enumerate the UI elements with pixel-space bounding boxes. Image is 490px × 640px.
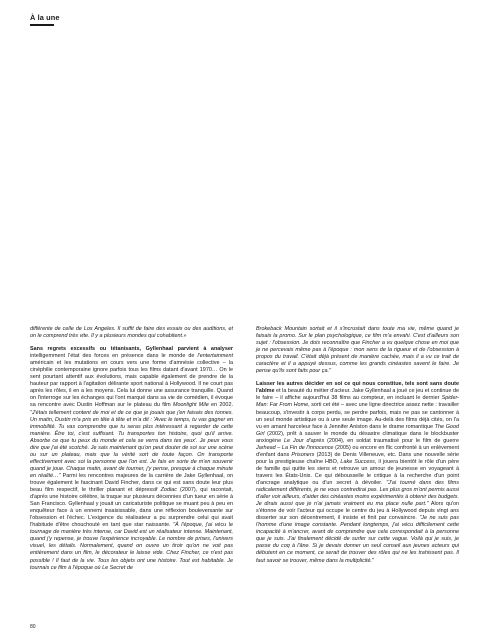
italic-text: Le Jour d'après [284,437,325,444]
paragraph [256,381,459,564]
italic-text: Prisoners [291,451,315,458]
body-text: en 2002. [208,402,233,409]
body-text: , sorti cet été – avec une ligne directrice assez nette : travailler beaucoup, s'investir à corps perdu, se perdre parfois, mais ne pas se cantonner à un seul monde artistique ou à une seule image. Au-delà des films déjà cités, on l'a vu en amant harceleur face à Jennifer Aniston dans le drame romantique [256,402,459,430]
italic-text: différente de celle de Los Angeles. Il suffit de faire des essais ou des auditions, et on le comprend très vite. Il y a plusieurs mondes qui cohabitent. [30,326,233,340]
italic-text: Zodiac [160,487,177,494]
section-header [30,13,60,26]
italic-text: "Je ne suis pas l'homme d'une image constante. Pendant longtemps, j'ai vécu difficilement cette incapacité à m'ancrer, avant de comprendre que cela correspondait à la personne que je suis. J'ai finalement décidé de surfer sur cette vague. Voilà qui je suis, je passe du coq à l'âne. Si je devais donner un seul conseil aux jeunes acteurs qui débutent en ce moment, ce serait de trouver des rôles qui ne les trahissent pas. Il faut savoir se trouver, même dans la multiplicité." [256,515,459,564]
paragraph [30,346,233,572]
body-text: , il jouera bientôt le rôle d'un père de famille qui quitte les siens et retrouve un amour de jeunesse en voyageant à travers les États-Unis. Ce qui débousselle le critique à la recherche d'un point d'ancrage analytique ou d'un secret à dévoiler. [256,458,459,486]
body-text: » [183,333,187,340]
left-column [30,326,233,578]
body-text: (2004), en soldat traumatisé pour le film de guerre [324,437,460,444]
body-text: américain et les mutations en cours vers une forme d'amnésie collective – la cinéphilie contemporaine ignore parfois tous les films datant d'avant 1970… On le sent pourtant attentif aux évolutions, mais capable également de prendre de la hauteur par rapport à l'agitation délirante sport national à Hollywood. Il ne court pas après les rôles, il en a les moyens. Cela lui donne une assurance tranquille. Quand on l'interroge sur les échanges qui l'ont marqué dans sa vie de comédien, il évoque sa rencontre avec Dustin Hoffman sur le plateau du film [30,360,233,409]
italic-text: Lake Success [340,458,375,465]
body-text: Parmi les rencontres majeures de la carrière de Jake Gyllenhaal, on trouve également le fascinant David Fincher, dans ce qui est sans doute leur plus beau film respectif, le thriller planant et dépressif [30,472,233,494]
right-column [256,326,459,571]
italic-text: "J'étais tellement content de moi et de ce que je jouais que j'en faisais des tonnes. Un matin, Dustin m'a pris en tête à tête et m'a dit : 'Avec le temps, tu vas gagner en immobilité. Tu vas comprendre que tu seras plus intéressant à regarder de cette manière. Être toi, c'est suffisant. Tu transportes ton histoire, quoi qu'il arrive. Absorbe ce que tu peux du monde et cela se verra dans tes yeux'. Je peux vous dire que j'ai été scotché. Je sais maintenant qu'on peut douter de soi sur une scène ou sur un plateau, mais que la vérité sort de toute façon. On transporte effectivement avec soi la personne que l'on est. Je fais en sorte de m'en souvenir quand je joue. Chaque matin, avant de tourner, j'y pense, presque à chaque minute en réalité…" [30,409,233,479]
page-number: 80 [30,624,36,630]
italic-text: l'entertainment [197,353,233,360]
body-text: et la beauté du métier d'acteur. Jake Gyllenhaal a joué ce jeu et continue de le faire – il affiche aujourd'hui 38 films au compteur, en incluant le dernier [256,388,459,402]
italic-text: "J'ai tourné dans des films radicalement différents, je ne vous contredirai pas. Les plus gros m'ont permis aussi d'aller voir ailleurs, d'aider des cinéastes moins expérimentés à obtenir des budgets. Je dirais aussi que je n'ai jamais vraiment eu ma place nulle part." [256,479,459,508]
italic-text: Spider-Man: Far From Home [256,395,459,409]
paragraph [256,326,459,375]
italic-text: "À l'époque, j'ai vécu le tournage de manière très intense, car David est un réalisateur intense. Maintenant, quand j'y repense, je trouve l'expérience incroyable. Le nombre de prises, l'univers visuel, les détails. Normalement, quand on ouvre un tiroir qu'on ne voit pas entièrement dans un film, le décorateur le laisse vide. Chez Fincher, ce n'est pas possible ! Il faut de la vie. Tous les objets ont une histoire. Tout est habitable. Je tournais ce film à l'époque où Le Secret de [30,522,233,571]
lead-in-text: Laisser les autres décider en soi ce qui nous constitue, tels sont sans doute l'abîme [256,381,459,395]
section-rule [30,24,54,26]
lead-in-text: Sans regrets excessifs ou tétanisants, Gyllenhaal parvient à analyser [30,346,233,353]
body-text: Alors qu'on s'étonne de voir l'acteur qui occupe le centre du jeu à Hollywood depuis vingt ans disserter sur son décentrement, il insiste et finit par convaincre. [256,501,460,522]
paragraph [30,326,233,340]
italic-text: Jarhead – La Fin de l'innocence [256,444,334,451]
italic-text: The Good Girl [256,423,459,437]
body-text: (2007), qui racontait, d'après une histoire célèbre, la traque sur plusieurs décennies d'un tueur en série à San Francisco. Gyllenhaal y jouait un caricaturiste politique se muant peu à peu en enquêteur face à un ennemi insaisissable, dans une réflexion bouleversante sur l'obsession et l'échec. L'exigence du réalisateur a pu surprendre celui qui avait l'habitude d'être chouchouté en tant que star naissante. [30,487,233,529]
italic-text: Brokeback Mountain sortait et il s'incrustait dans toute ma vie, même quand je faisais la promo. Sur le plan psychologique, ce film m'a envahi. C'est d'ailleurs son sujet : l'obsession. Je dois reconnaître que Fincher a vu quelque chose en moi que je ne percevais même pas à l'époque : mon sens de la rigueur et de l'obsession à propos du travail. C'était déjà présent de manière cachée, mais il a vu ce trait de caractère et il a appuyé dessus, comme les grands cinéastes savent le faire. Je pense qu'ils sont faits pour ça." [256,326,459,375]
section-title: À la une [30,13,60,22]
body-text: (2005) ou encore en flic confronté à un enlèvement d'enfant dans [256,444,459,458]
body-text: (2013) de Denis Villeneuve, etc. Dans une nouvelle série pour la prestigieuse chaîne HBO, [256,451,459,465]
body-text: intelligemment l'état des forces en présence dans le monde de [30,353,198,360]
italic-text: Moonlight Mile [172,402,209,409]
body-text: (2002), prêt à sauver le monde du désastre climatique dans le blockbuster anxiogène [256,430,459,444]
